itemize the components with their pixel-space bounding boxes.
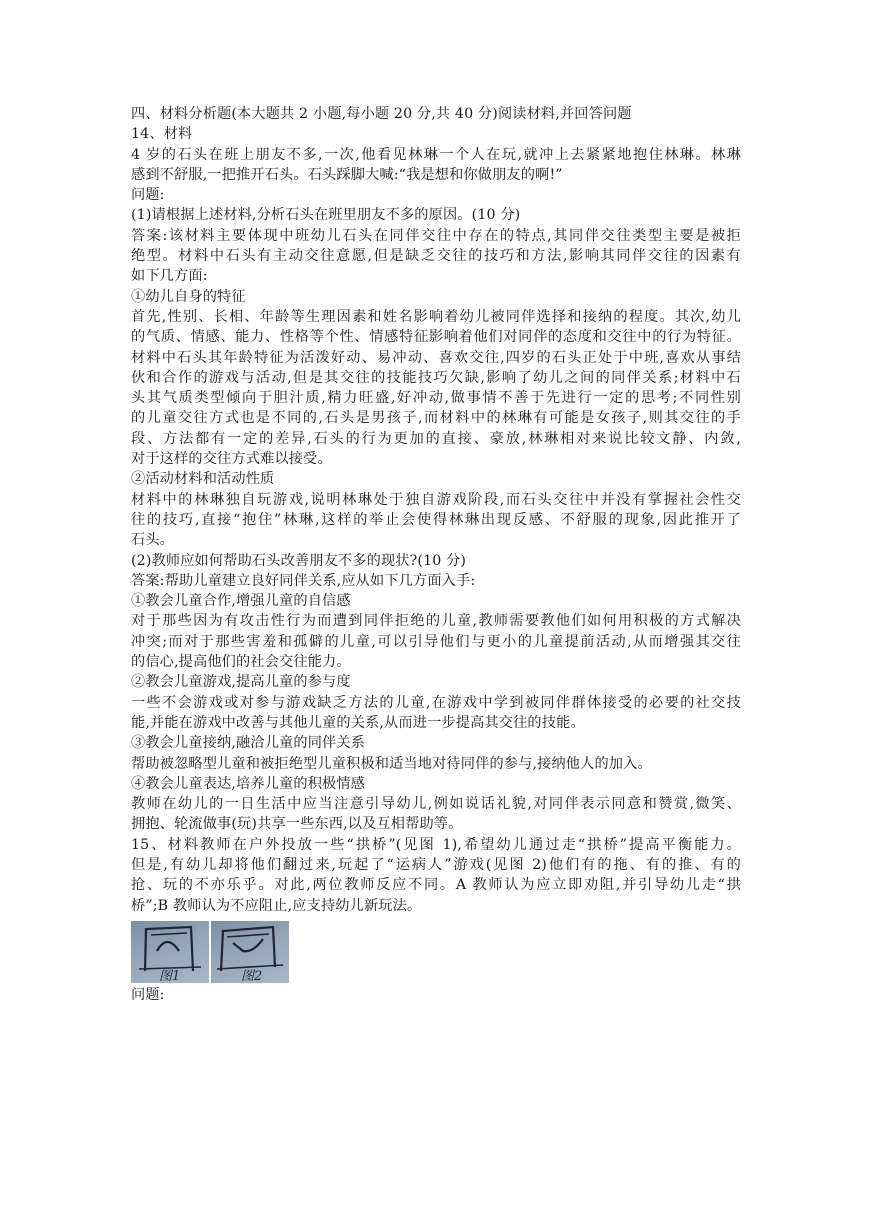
text-line: 段、方法都有一定的差异,石头的行为更加的直接、豪放,林琳相对来说比较文静、内敛, [131, 430, 741, 447]
text-line: 石头。 [131, 532, 175, 549]
text-line: 感到不舒服,一把推开石头。石头踩脚大喊:“我是想和你做朋友的啊!” [131, 166, 563, 183]
text-line: 问题: [131, 187, 165, 204]
text-line: 的气质、情感、能力、性格等个性、情感特征影响着他们对同伴的态度和交往中的行为特征。 [131, 329, 741, 346]
text-line: 如下几方面: [131, 268, 208, 285]
text-line: 的信心,提高他们的社会交往能力。 [131, 654, 351, 671]
text-line: 14、材料 [131, 126, 193, 143]
text-line: ②教会儿童游戏,提高儿童的参与度 [131, 674, 351, 691]
text-line: 伙和合作的游戏与活动,但是其交往的技能技巧欠缺,影响了幼儿之间的同伴关系;材料中石 [131, 369, 741, 386]
text-line: 答案:该材料主要体现中班幼儿石头在同伴交往中存在的特点,其同伴交往类型主要是被拒 [131, 227, 741, 244]
text-line: 四、材料分析题(本大题共 2 小题,每小题 20 分,共 40 分)阅读材料,并回答问题 [131, 106, 632, 122]
closing-question-label: 问题: [131, 986, 165, 1003]
text-line: 拥抱、轮流做事(玩)共享一些东西,以及互相帮助等。 [131, 816, 463, 833]
text-line: 对于这样的交往方式难以接受。 [131, 451, 332, 468]
text-line: ①幼儿自身的特征 [131, 288, 246, 305]
text-line: 抢、玩的不亦乐乎。对此,两位教师反应不同。A 教师认为应立即劝阻,并引导幼儿走“拱 [131, 877, 741, 894]
text-line: 冲突;而对于那些害羞和孤僻的儿童,可以引导他们与更小的儿童提前活动,从而增强其交往 [131, 633, 741, 650]
text-line: 一些不会游戏或对参与游戏缺乏方法的儿童,在游戏中学到被同伴群体接受的必要的社交技 [131, 694, 741, 711]
figure-1-photo [131, 921, 209, 983]
text-line: (2)教师应如何帮助石头改善朋友不多的现状?(10 分) [131, 552, 467, 569]
text-line: 15、材料教师在户外投放一些“拱桥”(见图 1),希望幼儿通过走“拱桥”提高平衡能力。 [131, 836, 741, 853]
text-line: 帮助被忽略型儿童和被拒绝型儿童积极和适当地对待同伴的参与,接纳他人的加入。 [131, 755, 652, 772]
figure-row [131, 921, 741, 983]
figure-2-caption: 图2 [241, 968, 263, 983]
text-line: 4 岁的石头在班上朋友不多,一次,他看见林琳一个人在玩,就冲上去紧紧地抱住林琳。林琳 [131, 146, 741, 163]
text-line: 的儿童交往方式也是不同的,石头是男孩子,而材料中的林琳有可能是女孩子,则其交往的手 [131, 410, 741, 427]
document-body [131, 104, 741, 916]
document-page [131, 104, 741, 1005]
text-line: 往的技巧,直接“抱住”林琳,这样的举止会使得林琳出现反感、不舒服的现象,因此推开了 [131, 511, 741, 528]
text-line: ③教会儿童接纳,融洽儿童的同伴关系 [131, 735, 366, 752]
text-line: 能,并能在游戏中改善与其他儿童的关系,从而进一步提高其交往的技能。 [131, 714, 585, 731]
text-line: 绝型。材料中石头有主动交往意愿,但是缺乏交往的技巧和方法,影响其同伴交往的因素有 [131, 248, 741, 265]
figure-1-caption: 图1 [159, 968, 181, 983]
figure-2-photo [211, 921, 289, 983]
text-line: (1)请根据上述材料,分析石头在班里朋友不多的原因。(10 分) [131, 207, 521, 224]
text-line: ①教会儿童合作,增强儿童的自信感 [131, 593, 351, 610]
text-line: 材料中的林琳独自玩游戏,说明林琳处于独自游戏阶段,而石头交往中并没有掌握社会性交 [131, 491, 741, 508]
text-line: 桥”;B 教师认为不应阻止,应支持幼儿新玩法。 [131, 897, 422, 914]
text-line: 材料中石头其年龄特征为活泼好动、易冲动、喜欢交往,四岁的石头正处于中班,喜欢从事结 [131, 349, 741, 366]
text-line: 教师在幼儿的一日生活中应当注意引导幼儿,例如说话礼貌,对同伴表示同意和赞赏,微笑、 [131, 796, 741, 813]
text-line: ④教会儿童表达,培养儿童的积极情感 [131, 775, 366, 792]
text-line: 头其气质类型倾向于胆汁质,精力旺盛,好冲动,做事情不善于先进行一定的思考;不同性别 [131, 390, 741, 407]
text-line: 答案:帮助儿童建立良好同伴关系,应从如下几方面入手: [131, 572, 476, 589]
text-line: 首先,性别、长相、年龄等生理因素和姓名影响着幼儿被同伴选择和接纳的程度。其次,幼儿 [131, 308, 741, 325]
text-line: 对于那些因为有攻击性行为而遭到同伴拒绝的儿童,教师需要教他们如何用积极的方式解决 [131, 613, 741, 630]
text-line: 但是,有幼儿却将他们翻过来,玩起了“运病人”游戏(见图 2)他们有的拖、有的推、有的 [131, 856, 741, 873]
text-line: ②活动材料和活动性质 [131, 471, 275, 488]
